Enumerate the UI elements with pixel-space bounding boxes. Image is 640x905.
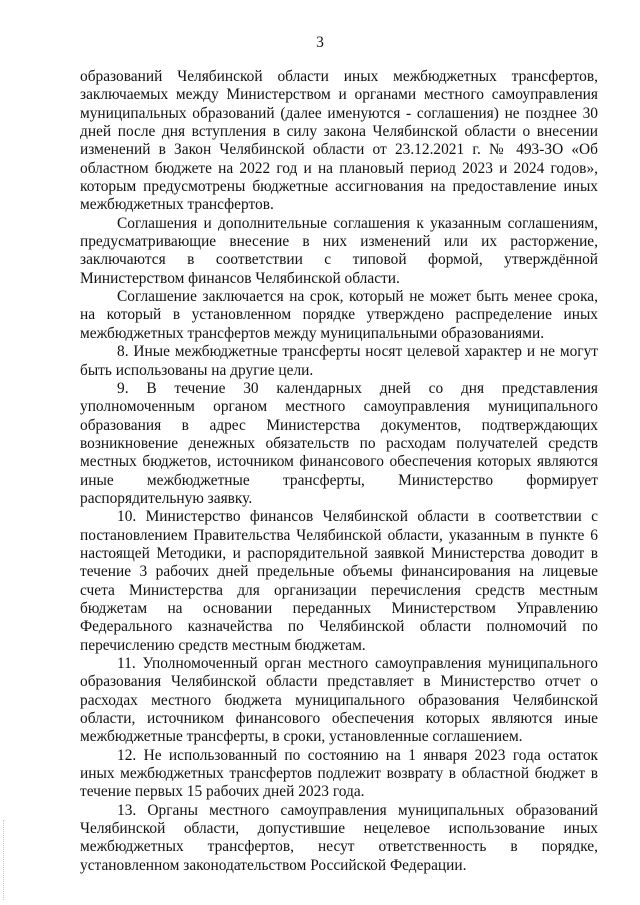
document-body [80, 68, 598, 875]
paragraph-agreements: Соглашения и дополнительные соглашения к указанным соглашениям, предусматривающие внесение в них изменений или их расторжение, заключаются в соответствии с типовой формой, утверждённой Министерством финансов Челябинской области. [80, 214, 598, 287]
paragraph-item-12: 12. Не использованный по состоянию на 1 января 2023 года остаток иных межбюджетных трансфертов подлежит возврату в областной бюджет в течение первых 15 рабочих дней 2023 года. [80, 746, 598, 801]
scan-margin-mark [3, 820, 5, 900]
paragraph-continuation: образований Челябинской области иных межбюджетных трансфертов, заключаемых между Министерством и органами местного самоуправления муниципальных образований (далее именуются - соглашения) не позднее 30 дней после дня вступления в силу закона Челябинской области о внесении изменений в Закон Челябинской области от 23.12.2021 г. № 493-ЗО «Об областном бюджете на 2022 год и на плановый период 2023 и 2024 годов», которым предусмотрены бюджетные ассигнования на предоставление иных межбюджетных трансфертов. [80, 68, 598, 214]
paragraph-item-13: 13. Органы местного самоуправления муниципальных образований Челябинской области, допустившие нецелевое использование иных межбюджетных трансфертов, несут ответственность в порядке, установленном законодательством Российской Федерации. [80, 801, 598, 874]
paragraph-item-10: 10. Министерство финансов Челябинской области в соответствии с постановлением Правительства Челябинской области, указанным в пункте 6 настоящей Методики, и распорядительной заявкой Министерства доводит в течение 3 рабочих дней предельные объемы финансирования на лицевые счета Министерства для организации перечисления средств местным бюджетам на основании переданных Министерством Управлению Федерального казначейства по Челябинской области полномочий по перечислению средств местным бюджетам. [80, 508, 598, 654]
paragraph-item-9: 9. В течение 30 календарных дней со дня представления уполномоченным органом местного самоуправления муниципального образования в адрес Министерства документов, подтверждающих возникновение денежных обязательств по расходам получателей средств местных бюджетов, источником финансового обеспечения которых являются иные межбюджетные трансферты, Министерство формирует распорядительную заявку. [80, 379, 598, 507]
paragraph-item-8: 8. Иные межбюджетные трансферты носят целевой характер и не могут быть использованы на другие цели. [80, 343, 598, 379]
paragraph-item-11: 11. Уполномоченный орган местного самоуправления муниципального образования Челябинской области представляет в Министерство отчет о расходах местного бюджета муниципального образования Челябинской области, источником финансового обеспечения которых являются иные межбюджетные трансферты, в сроки, установленные соглашением. [80, 655, 598, 746]
page-number: 3 [316, 34, 324, 51]
paragraph-agreement-term: Соглашение заключается на срок, который не может быть менее срока, на который в установленном порядке утверждено распределение иных межбюджетных трансфертов между муниципальными образованиями. [80, 288, 598, 342]
